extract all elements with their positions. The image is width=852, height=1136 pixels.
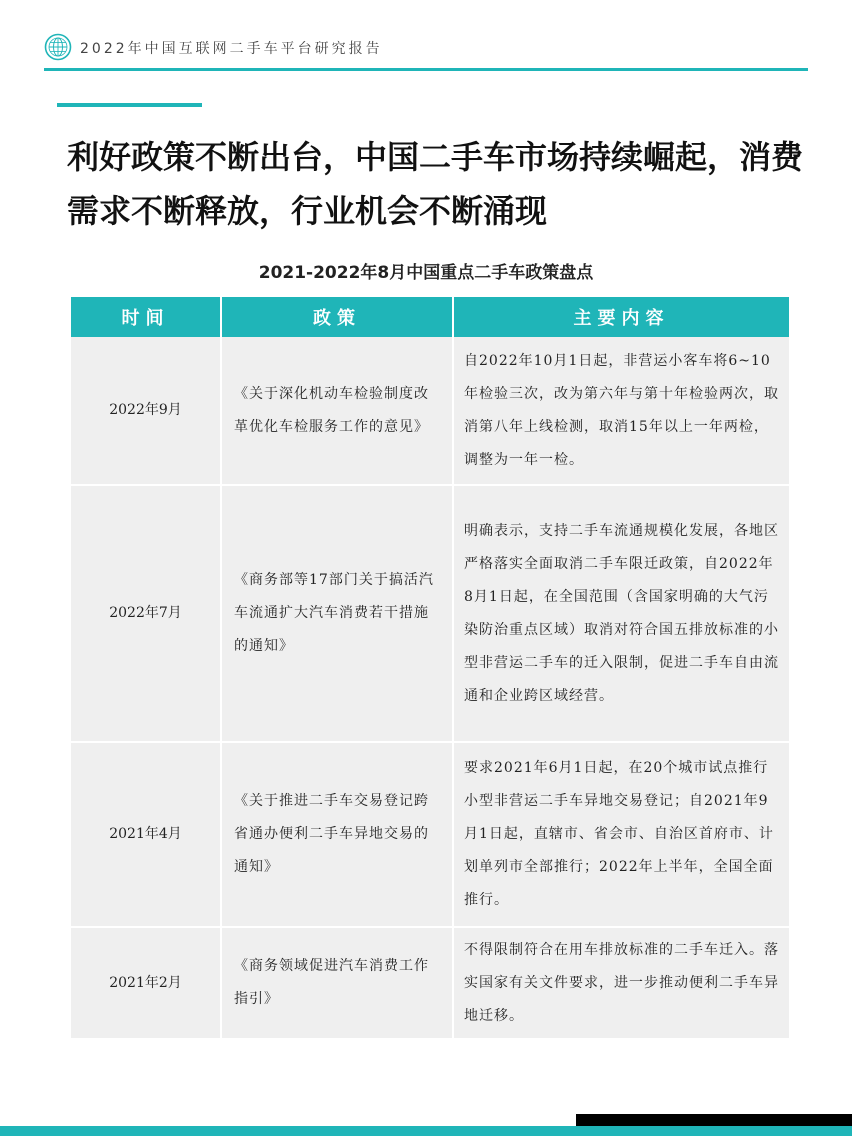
table-row xyxy=(71,742,789,927)
globe-icon xyxy=(44,33,72,61)
row-policy: 《关于深化机动车检验制度改革优化车检服务工作的意见》 xyxy=(221,337,453,485)
header-time: 时间 xyxy=(71,297,221,337)
row-content: 明确表示，支持二手车流通规模化发展，各地区严格落实全面取消二手车限迁政策，自2022年8月1日起，在全国范围（含国家明确的大气污染防治重点区域）取消对符合国五排放标准的小型非营运二手车的迁入限制，促进二手车自由流通和企业跨区域经营。 xyxy=(453,485,789,742)
footer-black-bar xyxy=(576,1114,852,1126)
header-content: 主要内容 xyxy=(453,297,789,337)
row-policy: 《商务部等17部门关于搞活汽车流通扩大汽车消费若干措施的通知》 xyxy=(221,485,453,742)
row-policy: 《关于推进二手车交易登记跨省通办便利二手车异地交易的通知》 xyxy=(221,742,453,927)
row-policy: 《商务领域促进汽车消费工作指引》 xyxy=(221,927,453,1039)
header-divider xyxy=(44,68,808,71)
table-caption: 2021-2022年8月中国重点二手车政策盘点 xyxy=(258,263,594,283)
row-time: 2021年2月 xyxy=(71,927,221,1039)
row-time: 2022年9月 xyxy=(71,337,221,485)
table-header-row xyxy=(71,297,789,337)
header-policy: 政策 xyxy=(221,297,453,337)
row-content: 要求2021年6月1日起，在20个城市试点推行小型非营运二手车异地交易登记；自2021年9月1日起，直辖市、省会市、自治区首府市、计划单列市全部推行；2022年上半年，全国全面推行。 xyxy=(453,742,789,927)
row-time: 2021年4月 xyxy=(71,742,221,927)
policy-table xyxy=(71,297,789,1040)
page-title: 利好政策不断出台，中国二手车市场持续崛起，消费需求不断释放，行业机会不断涌现 xyxy=(67,138,804,230)
table-row xyxy=(71,337,789,485)
row-content: 自2022年10月1日起，非营运小客车将6~10年检验三次，改为第六年与第十年检验两次，取消第八年上线检测，取消15年以上一年两检，调整为一年一检。 xyxy=(453,337,789,485)
row-time: 2022年7月 xyxy=(71,485,221,742)
table-row xyxy=(71,485,789,742)
title-accent-bar xyxy=(57,103,202,107)
table-row xyxy=(71,927,789,1039)
footer-teal-bar xyxy=(0,1126,852,1136)
row-content: 不得限制符合在用车排放标准的二手车迁入。落实国家有关文件要求，进一步推动便利二手车异地迁移。 xyxy=(453,927,789,1039)
report-header-title: 2022年中国互联网二手车平台研究报告 xyxy=(80,41,383,57)
